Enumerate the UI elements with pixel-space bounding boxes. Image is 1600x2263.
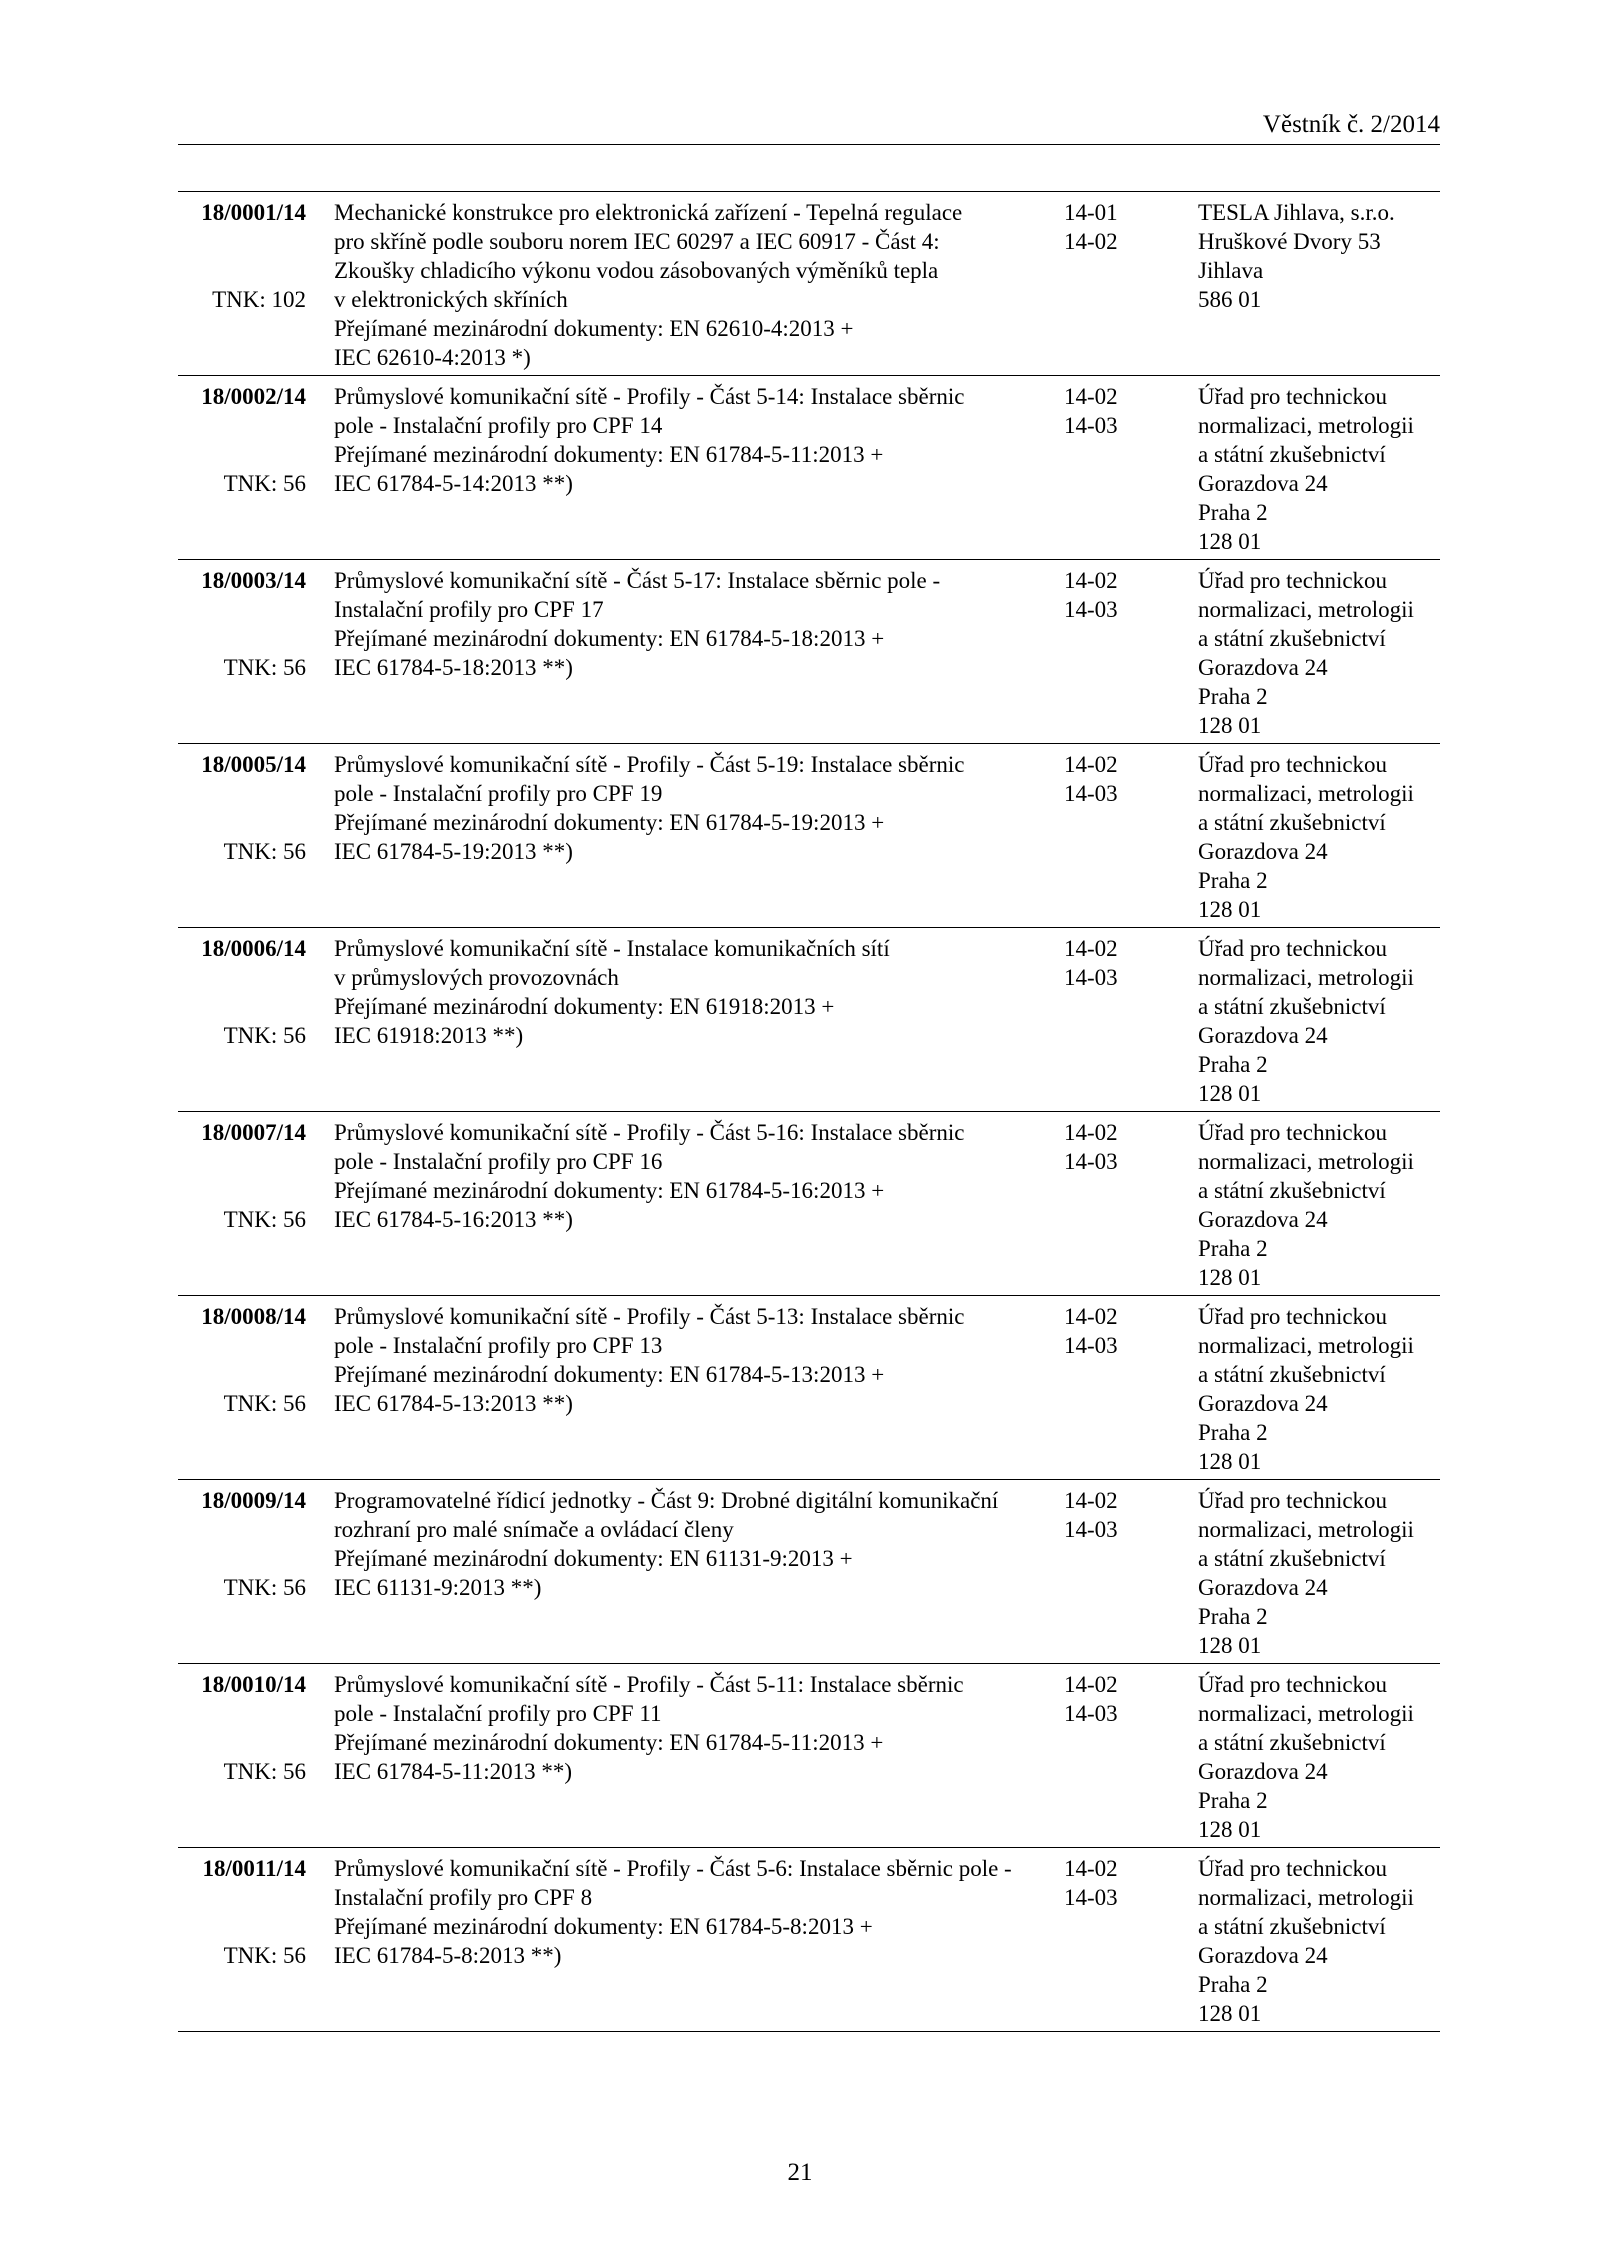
entry-address-line: Gorazdova 24 (1198, 471, 1328, 496)
entry-code: 14-02 (1064, 936, 1118, 961)
entry-title-line: pro skříně podle souboru norem IEC 60297 a IEC 60917 - Část 4: (334, 229, 940, 254)
entry-address-line: 128 01 (1198, 1081, 1262, 1106)
entry-title-line: Průmyslové komunikační sítě - Část 5-17: Instalace sběrnic pole - (334, 568, 941, 593)
entry-title-line: IEC 61784-5-14:2013 **) (334, 471, 573, 496)
entry-row (178, 1848, 1440, 2032)
entry-address-line: normalizaci, metrologii (1198, 597, 1414, 622)
entry-row (178, 1296, 1440, 1480)
entry-title-line: pole - Instalační profily pro CPF 19 (334, 781, 663, 806)
entry-address-line: Úřad pro technickou (1198, 1120, 1388, 1145)
entry-address-line: a státní zkušebnictví (1198, 1546, 1386, 1571)
entry-number: 18/0009/14 (201, 1488, 306, 1513)
entry-codes (1064, 382, 1164, 440)
entry-tnk: TNK: 56 (223, 1943, 306, 1968)
entry-tnk: TNK: 56 (223, 1391, 306, 1416)
entry-address (1198, 198, 1460, 314)
entry-address-line: normalizaci, metrologii (1198, 1517, 1414, 1542)
entry-address-line: normalizaci, metrologii (1198, 781, 1414, 806)
entry-title-line: IEC 61784-5-13:2013 **) (334, 1391, 573, 1416)
entry-id-column (178, 198, 306, 312)
entry-address-line: Praha 2 (1198, 1236, 1268, 1261)
entry-title (334, 750, 1064, 866)
entry-address (1198, 750, 1460, 924)
entry-number: 18/0007/14 (201, 1120, 306, 1145)
entry-title (334, 198, 1064, 372)
entry-code: 14-02 (1064, 1856, 1118, 1881)
entry-address-line: TESLA Jihlava, s.r.o. (1198, 200, 1395, 225)
entry-title-line: Průmyslové komunikační sítě - Profily - Část 5-11: Instalace sběrnic (334, 1672, 964, 1697)
entry-id-column (178, 750, 306, 864)
entry-address-line: Gorazdova 24 (1198, 1023, 1328, 1048)
entry-number: 18/0010/14 (201, 1672, 306, 1697)
entry-title (334, 1854, 1064, 1970)
entry-address-line: Praha 2 (1198, 1052, 1268, 1077)
entry-address-line: Gorazdova 24 (1198, 1759, 1328, 1784)
entry-address-line: a státní zkušebnictví (1198, 994, 1386, 1019)
entry-address-line: 128 01 (1198, 897, 1262, 922)
entry-title-line: Přejímané mezinárodní dokumenty: EN 61784-5-8:2013 + (334, 1914, 873, 1939)
entry-address-line: Hruškové Dvory 53 (1198, 229, 1381, 254)
entry-title (334, 1670, 1064, 1786)
entry-address-line: 586 01 (1198, 287, 1262, 312)
entry-title-line: IEC 62610-4:2013 *) (334, 345, 531, 370)
entry-address (1198, 1302, 1460, 1476)
entry-number: 18/0006/14 (201, 936, 306, 961)
entry-address-line: 128 01 (1198, 1449, 1262, 1474)
entry-title-line: pole - Instalační profily pro CPF 16 (334, 1149, 663, 1174)
entry-number: 18/0002/14 (201, 384, 306, 409)
entry-code: 14-02 (1064, 1488, 1118, 1513)
entry-id-column (178, 1118, 306, 1232)
entry-title-line: Přejímané mezinárodní dokumenty: EN 61784-5-11:2013 + (334, 1730, 884, 1755)
entry-code: 14-03 (1064, 1517, 1118, 1542)
entry-title (334, 934, 1064, 1050)
entry-address (1198, 1854, 1460, 2028)
entry-address-line: Úřad pro technickou (1198, 568, 1388, 593)
entry-id-column (178, 1302, 306, 1416)
entry-address-line: a státní zkušebnictví (1198, 1178, 1386, 1203)
entry-row (178, 1480, 1440, 1664)
entry-title-line: Přejímané mezinárodní dokumenty: EN 61784-5-13:2013 + (334, 1362, 885, 1387)
entry-address-line: 128 01 (1198, 2001, 1262, 2026)
entry-address-line: 128 01 (1198, 529, 1262, 554)
entry-title-line: Přejímané mezinárodní dokumenty: EN 61784-5-16:2013 + (334, 1178, 885, 1203)
entry-code: 14-02 (1064, 1672, 1118, 1697)
entry-address-line: Praha 2 (1198, 1420, 1268, 1445)
entry-code: 14-03 (1064, 965, 1118, 990)
entry-codes (1064, 934, 1164, 992)
entry-address-line: Úřad pro technickou (1198, 752, 1388, 777)
entry-address-line: Gorazdova 24 (1198, 839, 1328, 864)
entry-address-line: normalizaci, metrologii (1198, 1149, 1414, 1174)
entry-code: 14-02 (1064, 229, 1118, 254)
entry-id-column (178, 1670, 306, 1784)
entry-tnk: TNK: 56 (223, 1575, 306, 1600)
entry-address (1198, 1486, 1460, 1660)
entry-title-line: Instalační profily pro CPF 17 (334, 597, 604, 622)
entry-address-line: Úřad pro technickou (1198, 1856, 1388, 1881)
entry-code: 14-03 (1064, 781, 1118, 806)
entry-codes (1064, 750, 1164, 808)
entry-id-column (178, 382, 306, 496)
entry-title-line: pole - Instalační profily pro CPF 11 (334, 1701, 662, 1726)
entry-title-line: Průmyslové komunikační sítě - Profily - Část 5-6: Instalace sběrnic pole - (334, 1856, 1012, 1881)
entry-address-line: 128 01 (1198, 1265, 1262, 1290)
entry-row (178, 1664, 1440, 1848)
entry-tnk: TNK: 56 (223, 1023, 306, 1048)
entry-address-line: Praha 2 (1198, 684, 1268, 709)
entry-row (178, 744, 1440, 928)
entry-tnk: TNK: 56 (223, 471, 306, 496)
entry-address-line: Úřad pro technickou (1198, 384, 1388, 409)
entry-title-line: Mechanické konstrukce pro elektronická zařízení - Tepelná regulace (334, 200, 963, 225)
entry-address-line: Gorazdova 24 (1198, 1943, 1328, 1968)
entry-address-line: normalizaci, metrologii (1198, 1333, 1414, 1358)
entry-address-line: Praha 2 (1198, 1788, 1268, 1813)
entry-address-line: a státní zkušebnictví (1198, 442, 1386, 467)
entry-title-line: Průmyslové komunikační sítě - Profily - Část 5-16: Instalace sběrnic (334, 1120, 965, 1145)
entry-address-line: a státní zkušebnictví (1198, 1914, 1386, 1939)
entry-codes (1064, 1670, 1164, 1728)
entry-address-line: Praha 2 (1198, 868, 1268, 893)
entry-title-line: Zkoušky chladicího výkonu vodou zásobovaných výměníků tepla (334, 258, 939, 283)
entry-address-line: Gorazdova 24 (1198, 1575, 1328, 1600)
entry-title-line: Průmyslové komunikační sítě - Profily - Část 5-13: Instalace sběrnic (334, 1304, 965, 1329)
entry-codes (1064, 566, 1164, 624)
entry-title-line: IEC 61131-9:2013 **) (334, 1575, 542, 1600)
entry-codes (1064, 1118, 1164, 1176)
entry-id-column (178, 1854, 306, 1968)
entry-title-line: v elektronických skříních (334, 287, 568, 312)
entry-code: 14-03 (1064, 1149, 1118, 1174)
entry-code: 14-02 (1064, 384, 1118, 409)
page-number: 21 (787, 2159, 813, 2186)
entry-row (178, 192, 1440, 376)
entry-address-line: normalizaci, metrologii (1198, 413, 1414, 438)
entry-title-line: IEC 61784-5-11:2013 **) (334, 1759, 573, 1784)
entry-row (178, 560, 1440, 744)
entries-table (178, 191, 1440, 2032)
entry-title-line: Přejímané mezinárodní dokumenty: EN 61131-9:2013 + (334, 1546, 853, 1571)
entry-number: 18/0011/14 (202, 1856, 306, 1881)
entry-id-column (178, 934, 306, 1048)
entry-title-line: Přejímané mezinárodní dokumenty: EN 61784-5-19:2013 + (334, 810, 885, 835)
entry-title-line: pole - Instalační profily pro CPF 13 (334, 1333, 663, 1358)
entry-title-line: Přejímané mezinárodní dokumenty: EN 62610-4:2013 + (334, 316, 854, 341)
entry-title-line: v průmyslových provozovnách (334, 965, 619, 990)
entry-codes (1064, 1854, 1164, 1912)
entry-title-line: Průmyslové komunikační sítě - Profily - Část 5-14: Instalace sběrnic (334, 384, 965, 409)
entry-title-line: Přejímané mezinárodní dokumenty: EN 61918:2013 + (334, 994, 835, 1019)
entry-number: 18/0005/14 (201, 752, 306, 777)
entry-title-line: Programovatelné řídicí jednotky - Část 9: Drobné digitální komunikační (334, 1488, 999, 1513)
entry-id-column (178, 566, 306, 680)
entry-address (1198, 1118, 1460, 1292)
entry-address-line: a státní zkušebnictví (1198, 1730, 1386, 1755)
entry-code: 14-02 (1064, 1120, 1118, 1145)
entry-address-line: a státní zkušebnictví (1198, 1362, 1386, 1387)
entry-address-line: Gorazdova 24 (1198, 655, 1328, 680)
entry-code: 14-03 (1064, 1701, 1118, 1726)
entry-address-line: 128 01 (1198, 713, 1262, 738)
entry-title-line: IEC 61784-5-19:2013 **) (334, 839, 573, 864)
entry-title (334, 382, 1064, 498)
entry-title-line: IEC 61784-5-8:2013 **) (334, 1943, 562, 1968)
entry-title-line: Přejímané mezinárodní dokumenty: EN 61784-5-18:2013 + (334, 626, 885, 651)
entry-code: 14-03 (1064, 1885, 1118, 1910)
entry-title (334, 1486, 1064, 1602)
entry-tnk: TNK: 56 (223, 1759, 306, 1784)
entry-address-line: a státní zkušebnictví (1198, 810, 1386, 835)
entry-code: 14-03 (1064, 413, 1118, 438)
entry-address-line: normalizaci, metrologii (1198, 1701, 1414, 1726)
entry-tnk: TNK: 102 (212, 287, 306, 312)
entry-title-line: pole - Instalační profily pro CPF 14 (334, 413, 663, 438)
entry-title (334, 1118, 1064, 1234)
entry-address-line: Praha 2 (1198, 1972, 1268, 1997)
entry-address-line: Úřad pro technickou (1198, 1488, 1388, 1513)
entry-address-line: Praha 2 (1198, 1604, 1268, 1629)
entry-row (178, 376, 1440, 560)
entry-address-line: a státní zkušebnictví (1198, 626, 1386, 651)
entry-code: 14-03 (1064, 1333, 1118, 1358)
entry-title-line: Průmyslové komunikační sítě - Profily - Část 5-19: Instalace sběrnic (334, 752, 965, 777)
bulletin-title: Věstník č. 2/2014 (1262, 111, 1440, 138)
entry-address-line: Praha 2 (1198, 500, 1268, 525)
entry-title-line: Instalační profily pro CPF 8 (334, 1885, 593, 1910)
entry-address (1198, 566, 1460, 740)
entry-code: 14-03 (1064, 597, 1118, 622)
entry-title-line: Průmyslové komunikační sítě - Instalace komunikačních sítí (334, 936, 890, 961)
entry-title-line: IEC 61784-5-18:2013 **) (334, 655, 573, 680)
entry-row (178, 928, 1440, 1112)
entry-tnk: TNK: 56 (223, 655, 306, 680)
entry-codes (1064, 1302, 1164, 1360)
entry-address-line: normalizaci, metrologii (1198, 1885, 1414, 1910)
entry-id-column (178, 1486, 306, 1600)
entry-address-line: Jihlava (1198, 258, 1264, 283)
entry-tnk: TNK: 56 (223, 839, 306, 864)
entry-code: 14-02 (1064, 752, 1118, 777)
entry-address (1198, 1670, 1460, 1844)
entry-address-line: Gorazdova 24 (1198, 1207, 1328, 1232)
entry-title-line: Přejímané mezinárodní dokumenty: EN 61784-5-11:2013 + (334, 442, 884, 467)
entry-code: 14-02 (1064, 1304, 1118, 1329)
entry-codes (1064, 1486, 1164, 1544)
entry-address-line: 128 01 (1198, 1633, 1262, 1658)
entry-title-line: IEC 61784-5-16:2013 **) (334, 1207, 573, 1232)
entry-address (1198, 934, 1460, 1108)
entry-code: 14-01 (1064, 200, 1118, 225)
entry-title (334, 1302, 1064, 1418)
entry-number: 18/0003/14 (201, 568, 306, 593)
entry-address (1198, 382, 1460, 556)
entry-title (334, 566, 1064, 682)
entry-address-line: Úřad pro technickou (1198, 1304, 1388, 1329)
entry-number: 18/0008/14 (201, 1304, 306, 1329)
entry-code: 14-02 (1064, 568, 1118, 593)
entry-title-line: IEC 61918:2013 **) (334, 1023, 524, 1048)
entry-title-line: rozhraní pro malé snímače a ovládací členy (334, 1517, 734, 1542)
entry-tnk: TNK: 56 (223, 1207, 306, 1232)
entry-address-line: normalizaci, metrologii (1198, 965, 1414, 990)
entry-row (178, 1112, 1440, 1296)
entry-address-line: Úřad pro technickou (1198, 936, 1388, 961)
page-header (178, 104, 1440, 145)
entry-address-line: Gorazdova 24 (1198, 1391, 1328, 1416)
entry-address-line: Úřad pro technickou (1198, 1672, 1388, 1697)
entry-number: 18/0001/14 (201, 200, 306, 225)
entry-address-line: 128 01 (1198, 1817, 1262, 1842)
entry-codes (1064, 198, 1164, 256)
